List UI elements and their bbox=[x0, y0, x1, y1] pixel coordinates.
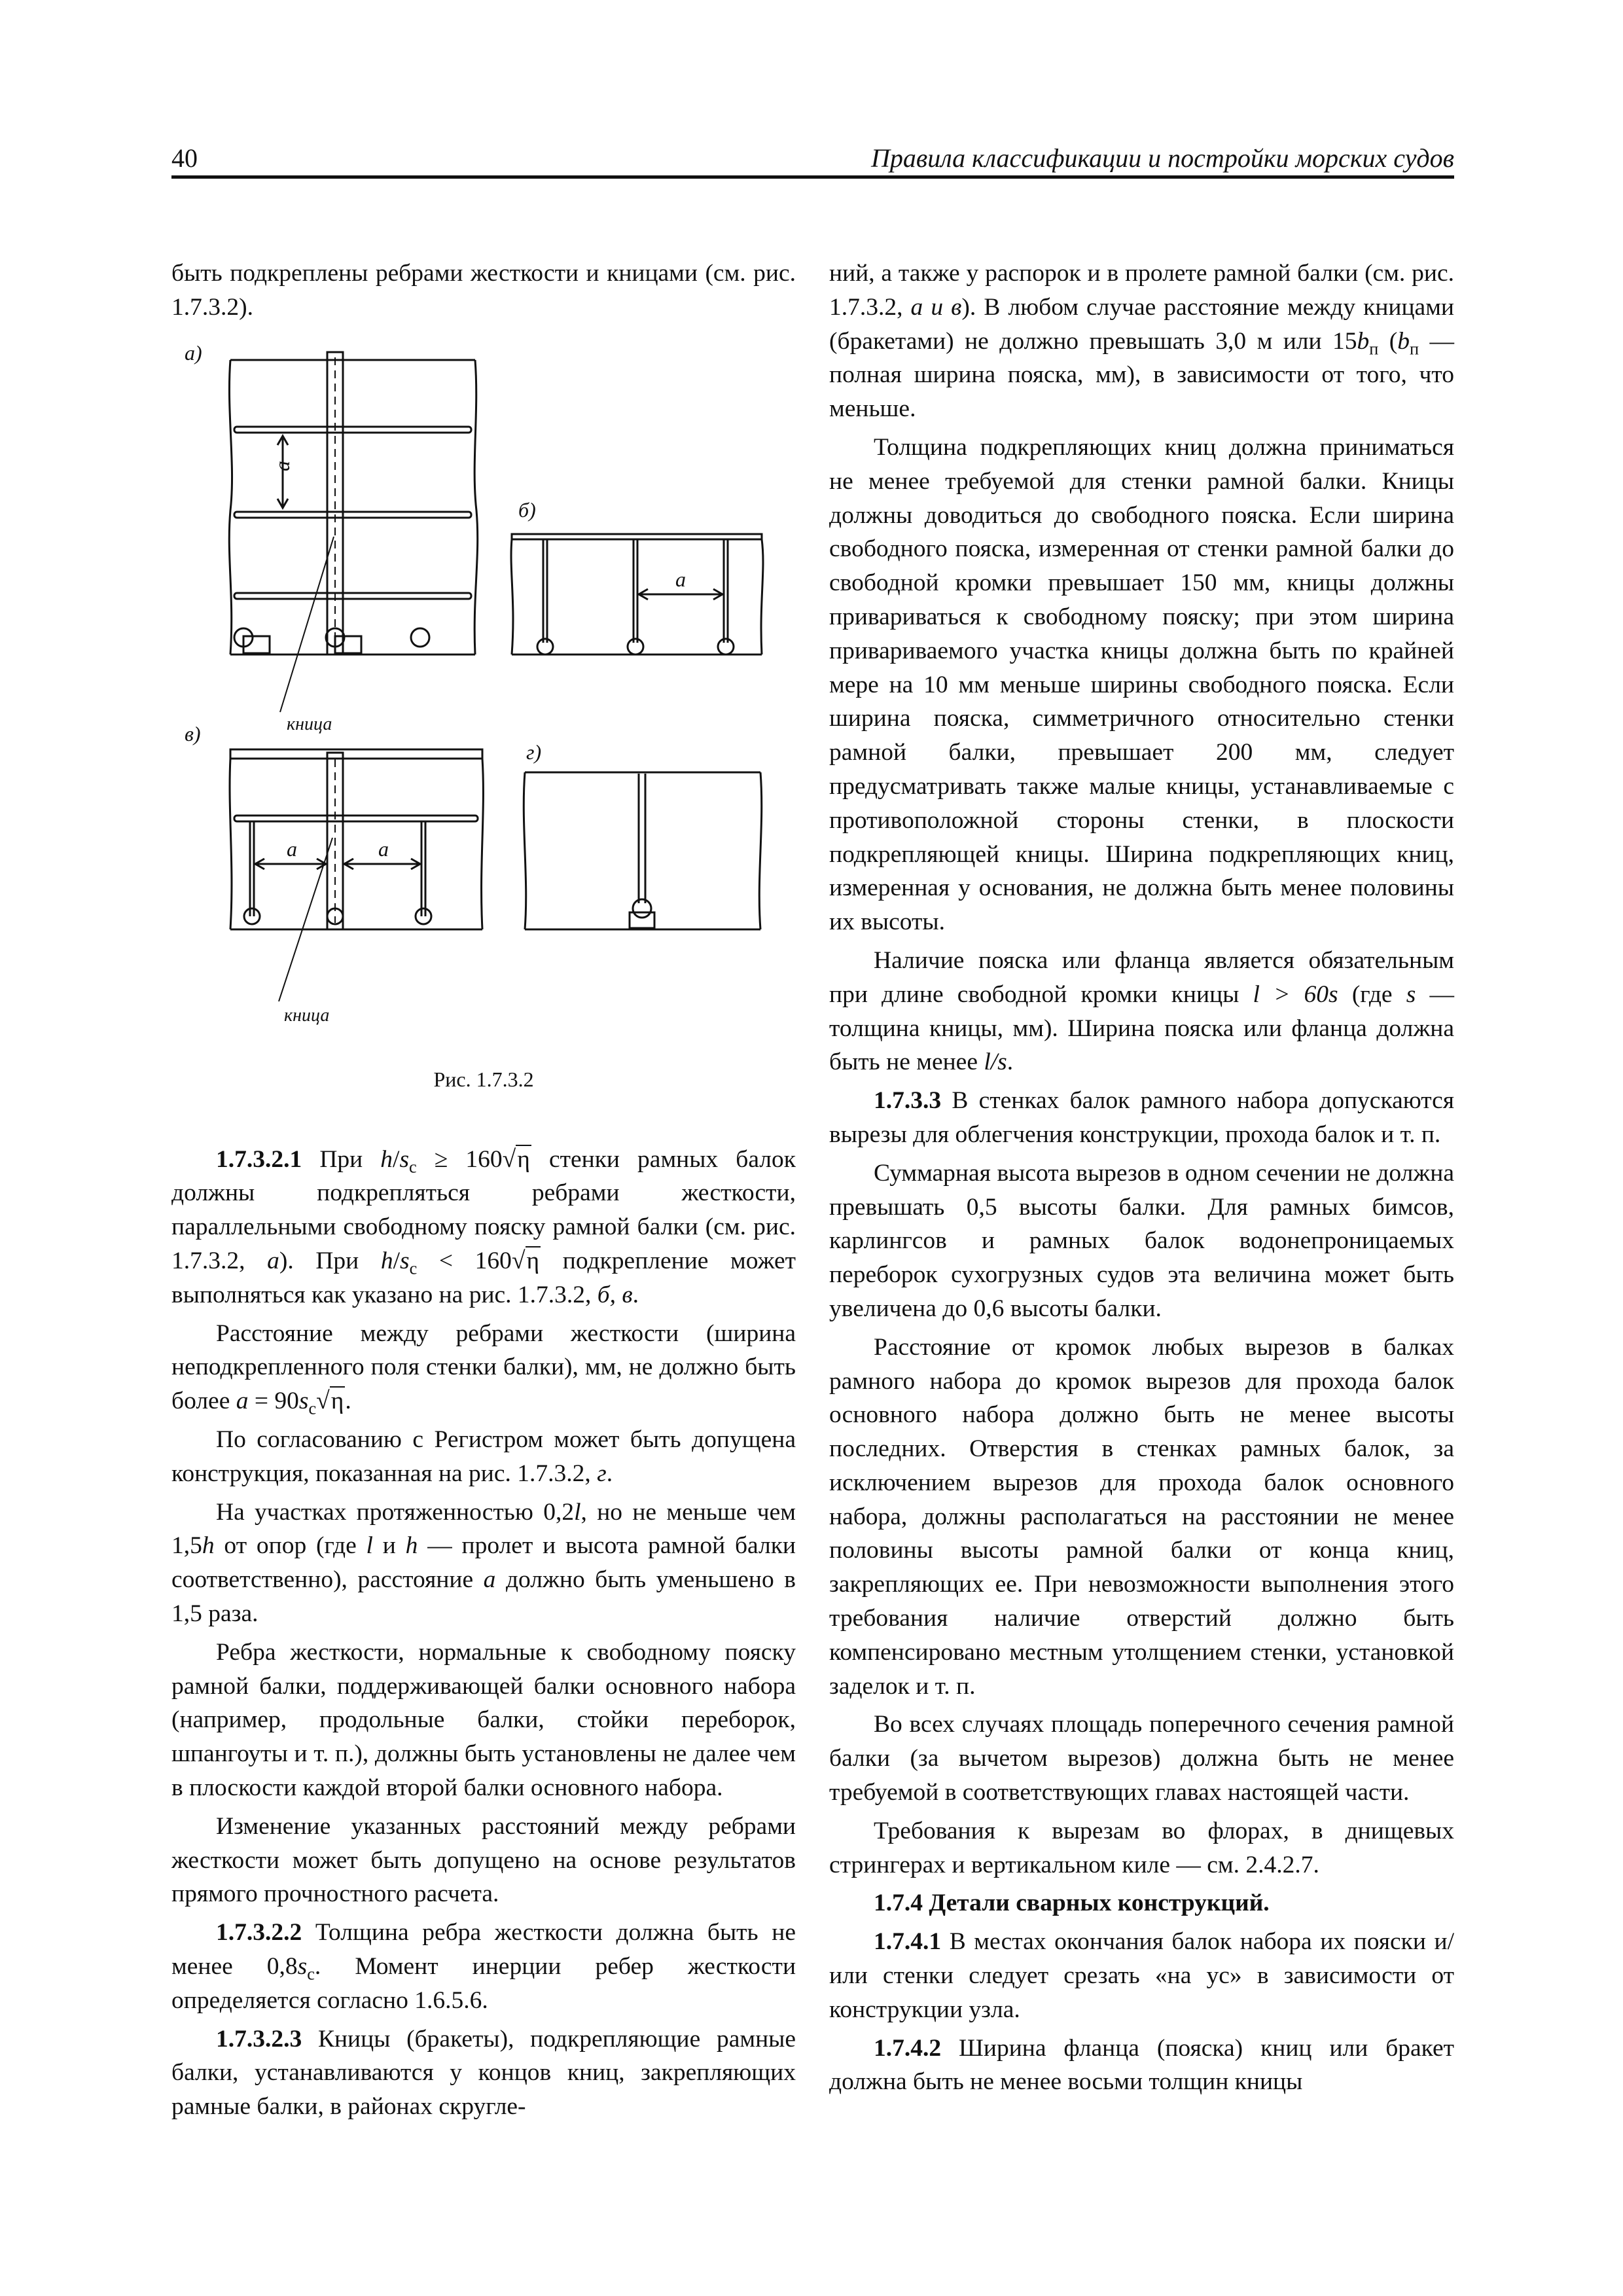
paragraph-cutouts-distance: Расстояние от кромок любых вырезов в балках рамного набора до кромок вырезов для прохода балок основного набора должно быть не менее высоты последних. Отверстия в стенках рамных балок, за исключением вырезов для прохода балок основного набора, должны располагаться на расстоянии не менее половины высоты рамной балки от конца книц, закрепляющих ее. При невозможности выполнения этого требования наличие отверстий должно быть компенсировано местным утолщением стенки, установкой заделок и т. п. bbox=[829, 1333, 1454, 1700]
page-number: 40 bbox=[171, 143, 198, 173]
knitsa-label-a: кница bbox=[287, 713, 332, 734]
figure-label-v: в) bbox=[185, 721, 201, 745]
right-column bbox=[829, 257, 1454, 2099]
knitsa-label-v: кница bbox=[284, 1005, 330, 1026]
paragraph-1-7-3-2-1: 1.7.3.2.1 При $h/s_c \ge 160√\eta$ стенки рамных балок должны подкрепляться ребрами жесткости, параллельными свободному пояску рамной балки (см. рис. 1.7.3.2, а). При $h/s_c < 160√\eta$ подкрепление может выполняться как указано на рис. 1.7.3.2, б, в. bbox=[171, 1145, 796, 1308]
paragraph-cutouts-height: Суммарная высота вырезов в одном сечении не должна превышать 0,5 высоты балки. Для рамных бимсов, карлингсов и рамных балок водонепроницаемых переборок сухогрузных судов эта величина может быть увеличена до 0,6 высоты балки. bbox=[829, 1159, 1454, 1322]
paragraph-bracket-thickness: Толщина подкрепляющих книц должна приниматься не менее требуемой для стенки рамной балки. Кницы должны доводиться до свободного пояска. Если ширина свободного пояска, измеренная от стенки рамной балки до свободной кромки превышает 150 мм, кницы должны привариваться к свободному пояску; при этом ширина привариваемого участка кницы должна быть по крайней мере на 10 мм меньше ширины свободного пояска. Если ширина пояска, симметричного относительно стенки рамной балки, превышает 200 мм, следует предусматривать также малые кницы, устанавливаемые с противоположной стороны стенки, в плоскости подкрепляющей кницы. Ширина подкрепляющих книц, измеренная у основания, не должна быть менее половины их высоты. bbox=[829, 433, 1454, 936]
paragraph-1-7-4-2: 1.7.4.2 Ширина фланца (пояска) книц или бракет должна быть не менее восьми толщин кницы bbox=[829, 2034, 1454, 2096]
paragraph-register: По согласованию с Регистром может быть допущена конструкция, показанная на рис. 1.7.3.2, г. bbox=[171, 1426, 796, 1487]
figure-label-g: г) bbox=[526, 740, 542, 764]
intro-paragraph: быть подкреплены ребрами жесткости и кницами (см. рис. 1.7.3.2). bbox=[171, 260, 796, 321]
paragraph-1-7-3-2-3: 1.7.3.2.3 Кницы (бракеты), подкрепляющие рамные балки, устанавливаются у концов книц, закрепляющих рамные балки, в районах скругле- bbox=[171, 2025, 796, 2121]
dim-a-fig-v-1: a bbox=[287, 836, 297, 861]
paragraph-spacing-rule: Расстояние между ребрами жесткости (ширина неподкрепленного поля стенки балки), мм, не должно быть более $a = 90s_c√\eta$. bbox=[171, 1319, 796, 1418]
paragraph-floor-cutouts: Требования к вырезам во флорах, в днищевых стрингерах и вертикальном киле — см. 2.4.2.7. bbox=[829, 1817, 1454, 1878]
figure-label-a: а) bbox=[185, 340, 202, 365]
paragraph-1-7-3-3: 1.7.3.3 В стенках балок рамного набора допускаются вырезы для облегчения конструкции, прохода балок и т. п. bbox=[829, 1087, 1454, 1148]
paragraph-cross-section: Во всех случаях площадь поперечного сечения рамной балки (за вычетом вырезов) должна быть не менее требуемой в соответствующих главах настоящей части. bbox=[829, 1711, 1454, 1806]
paragraph-flange: Наличие пояска или фланца является обязательным при длине свободной кромки кницы l > 60s (где s — толщина кницы, мм). Ширина пояска или фланца должна быть не менее l/s. bbox=[829, 946, 1454, 1076]
running-title: Правила классификации и постройки морских судов bbox=[870, 143, 1454, 173]
paragraph-1-7-3-2-2: 1.7.3.2.2 Толщина ребра жесткости должна быть не менее $0,8s_c$. Момент инерции ребер жесткости определяется согласно 1.6.5.6. bbox=[171, 1919, 796, 2014]
section-heading-1-7-4: 1.7.4 Детали сварных конструкций. bbox=[874, 1890, 1270, 1917]
figure-caption: Рис. 1.7.3.2 bbox=[433, 1067, 534, 1091]
left-column bbox=[171, 257, 796, 2124]
figure-drawing bbox=[171, 340, 796, 1100]
figure-label-b: б) bbox=[518, 497, 536, 522]
paragraph-supports: На участках протяженностью 0,2l, но не меньше чем 1,5h от опор (где l и h — пролет и высота рамной балки соответственно), расстояние a должно быть уменьшено в 1,5 раза. bbox=[171, 1498, 796, 1627]
paragraph-change: Изменение указанных расстояний между ребрами жесткости может быть допущено на основе результатов прямого прочностного расчета. bbox=[171, 1812, 796, 1908]
paragraph-1-7-4-1: 1.7.4.1 В местах окончания балок набора их пояски и/или стенки следует срезать «на ус» в зависимости от конструкции узла. bbox=[829, 1928, 1454, 2023]
header-rule bbox=[171, 175, 1454, 179]
figure-1-7-3-2 bbox=[171, 340, 796, 1100]
paragraph-continued: ний, а также у распорок и в пролете рамной балки (см. рис. 1.7.3.2, а и в). В любом случае расстояние между кницами (бракетами) не должно превышать 3,0 м или $15b_п$ ($b_п$ — полная ширина пояска, мм), в зависимости от того, что меньше. bbox=[829, 260, 1455, 423]
paragraph-stiffeners: Ребра жесткости, нормальные к свободному пояску рамной балки, поддерживающей балки основного набора (например, продольные балки, стойки переборок, шпангоуты и т. п.), должны быть установлены не далее чем в плоскости каждой второй балки основного набора. bbox=[171, 1638, 796, 1801]
dim-a-fig-v-2: a bbox=[378, 836, 389, 861]
dim-a-fig-b: a bbox=[675, 567, 686, 591]
dim-a-fig-a: a bbox=[270, 460, 294, 471]
